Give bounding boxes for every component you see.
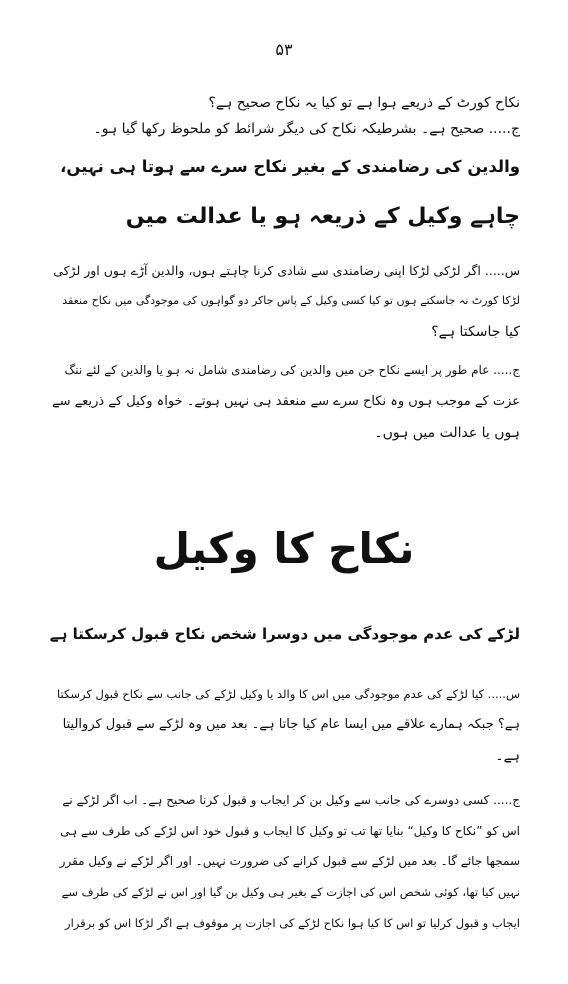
- heading1-line1: والدین کی رضامندی کے بغیر نکاح سرے سے ہوتا ہی نہیں،: [60, 157, 520, 176]
- qa2-answer-line: ج..... عام طور پر ایسے نکاح جن میں والدین کی رضامندی شامل نہ ہو یا والدین کے لئے ننگ: [64, 363, 520, 377]
- qa2-question-line: کیا جاسکتا ہے؟: [431, 324, 520, 340]
- heading1-line2: چاہے وکیل کے ذریعہ ہو یا عدالت میں: [125, 204, 520, 229]
- qa2-question-line: لڑکا کورٹ نہ جاسکتے ہوں تو کیا کسی وکیل کے پاس جاکر دو گواہوں کی موجودگی میں نکاح منعقد: [62, 294, 520, 307]
- qa2-question-line: س..... اگر لڑکی لڑکا اپنی رضامندی سے شادی کرنا چاہتے ہوں، والدین آڑے ہوں اور لڑکی: [53, 263, 520, 278]
- qa1-question: نکاح کورٹ کے ذریعے ہوا ہے تو کیا یہ نکاح صحیح ہے؟: [208, 95, 520, 111]
- qa3-answer-line: ج..... کسی دوسرے کی جانب سے وکیل بن کر ایجاب و قبول کرنا صحیح ہے۔ اب اگر لڑکے نے: [62, 793, 520, 807]
- qa3-answer-line: نہیں کیا تھا، کوئی شخص اس کی اجازت کے بغیر ہی وکیل بن گیا اور اس نے لڑکے کی طرف سے: [61, 885, 520, 899]
- qa3-question-line: ہے؟ جبکہ ہمارے علاقے میں ایسا عام کیا جاتا ہے۔ بعد میں وہ لڑکے سے قبول کروالیتا: [62, 717, 520, 732]
- qa3-answer-line: سمجھا جائے گا۔ بعد میں لڑکے سے قبول کرانے کی ضرورت نہیں۔ اور اگر لڑکے نے وکیل مقرر: [59, 854, 520, 868]
- qa3-answer-line: اس کو ”نکاح کا وکیل“ بنایا تھا تب تو وکیل کا ایجاب و قبول خود اس لڑکے کی طرف سے ہی: [60, 824, 520, 838]
- qa3-question-line: س..... کیا لڑکے کی عدم موجودگی میں اس کا والد یا وکیل لڑکے کی جانب سے نکاح قبول کرسکتا: [57, 687, 520, 701]
- qa2-answer-line: ہوں یا عدالت میں ہوں۔: [374, 425, 520, 441]
- page-number: ۵۳: [275, 40, 293, 59]
- heading2: لڑکے کی عدم موجودگی میں دوسرا شخص نکاح قبول کرسکتا ہے: [49, 625, 520, 643]
- qa1-answer: ج..... صحیح ہے۔ بشرطیکہ نکاح کی دیگر شرائط کو ملحوظ رکھا گیا ہو۔: [93, 121, 520, 137]
- section-title: نکاح کا وکیل: [153, 524, 415, 573]
- qa3-answer-line: ایجاب و قبول کرلیا تو اس کا کیا ہوا نکاح لڑکے کی اجازت پر موقوف ہے اگر لڑکا اس کو برقرار: [65, 916, 520, 930]
- qa3-question-line: ہے۔: [495, 748, 520, 764]
- qa2-answer-line: عزت کے موجب ہوں وہ نکاح سرے سے منعقد ہی نہیں ہوتے۔ خواہ وکیل کے ذریعے سے: [51, 394, 520, 409]
